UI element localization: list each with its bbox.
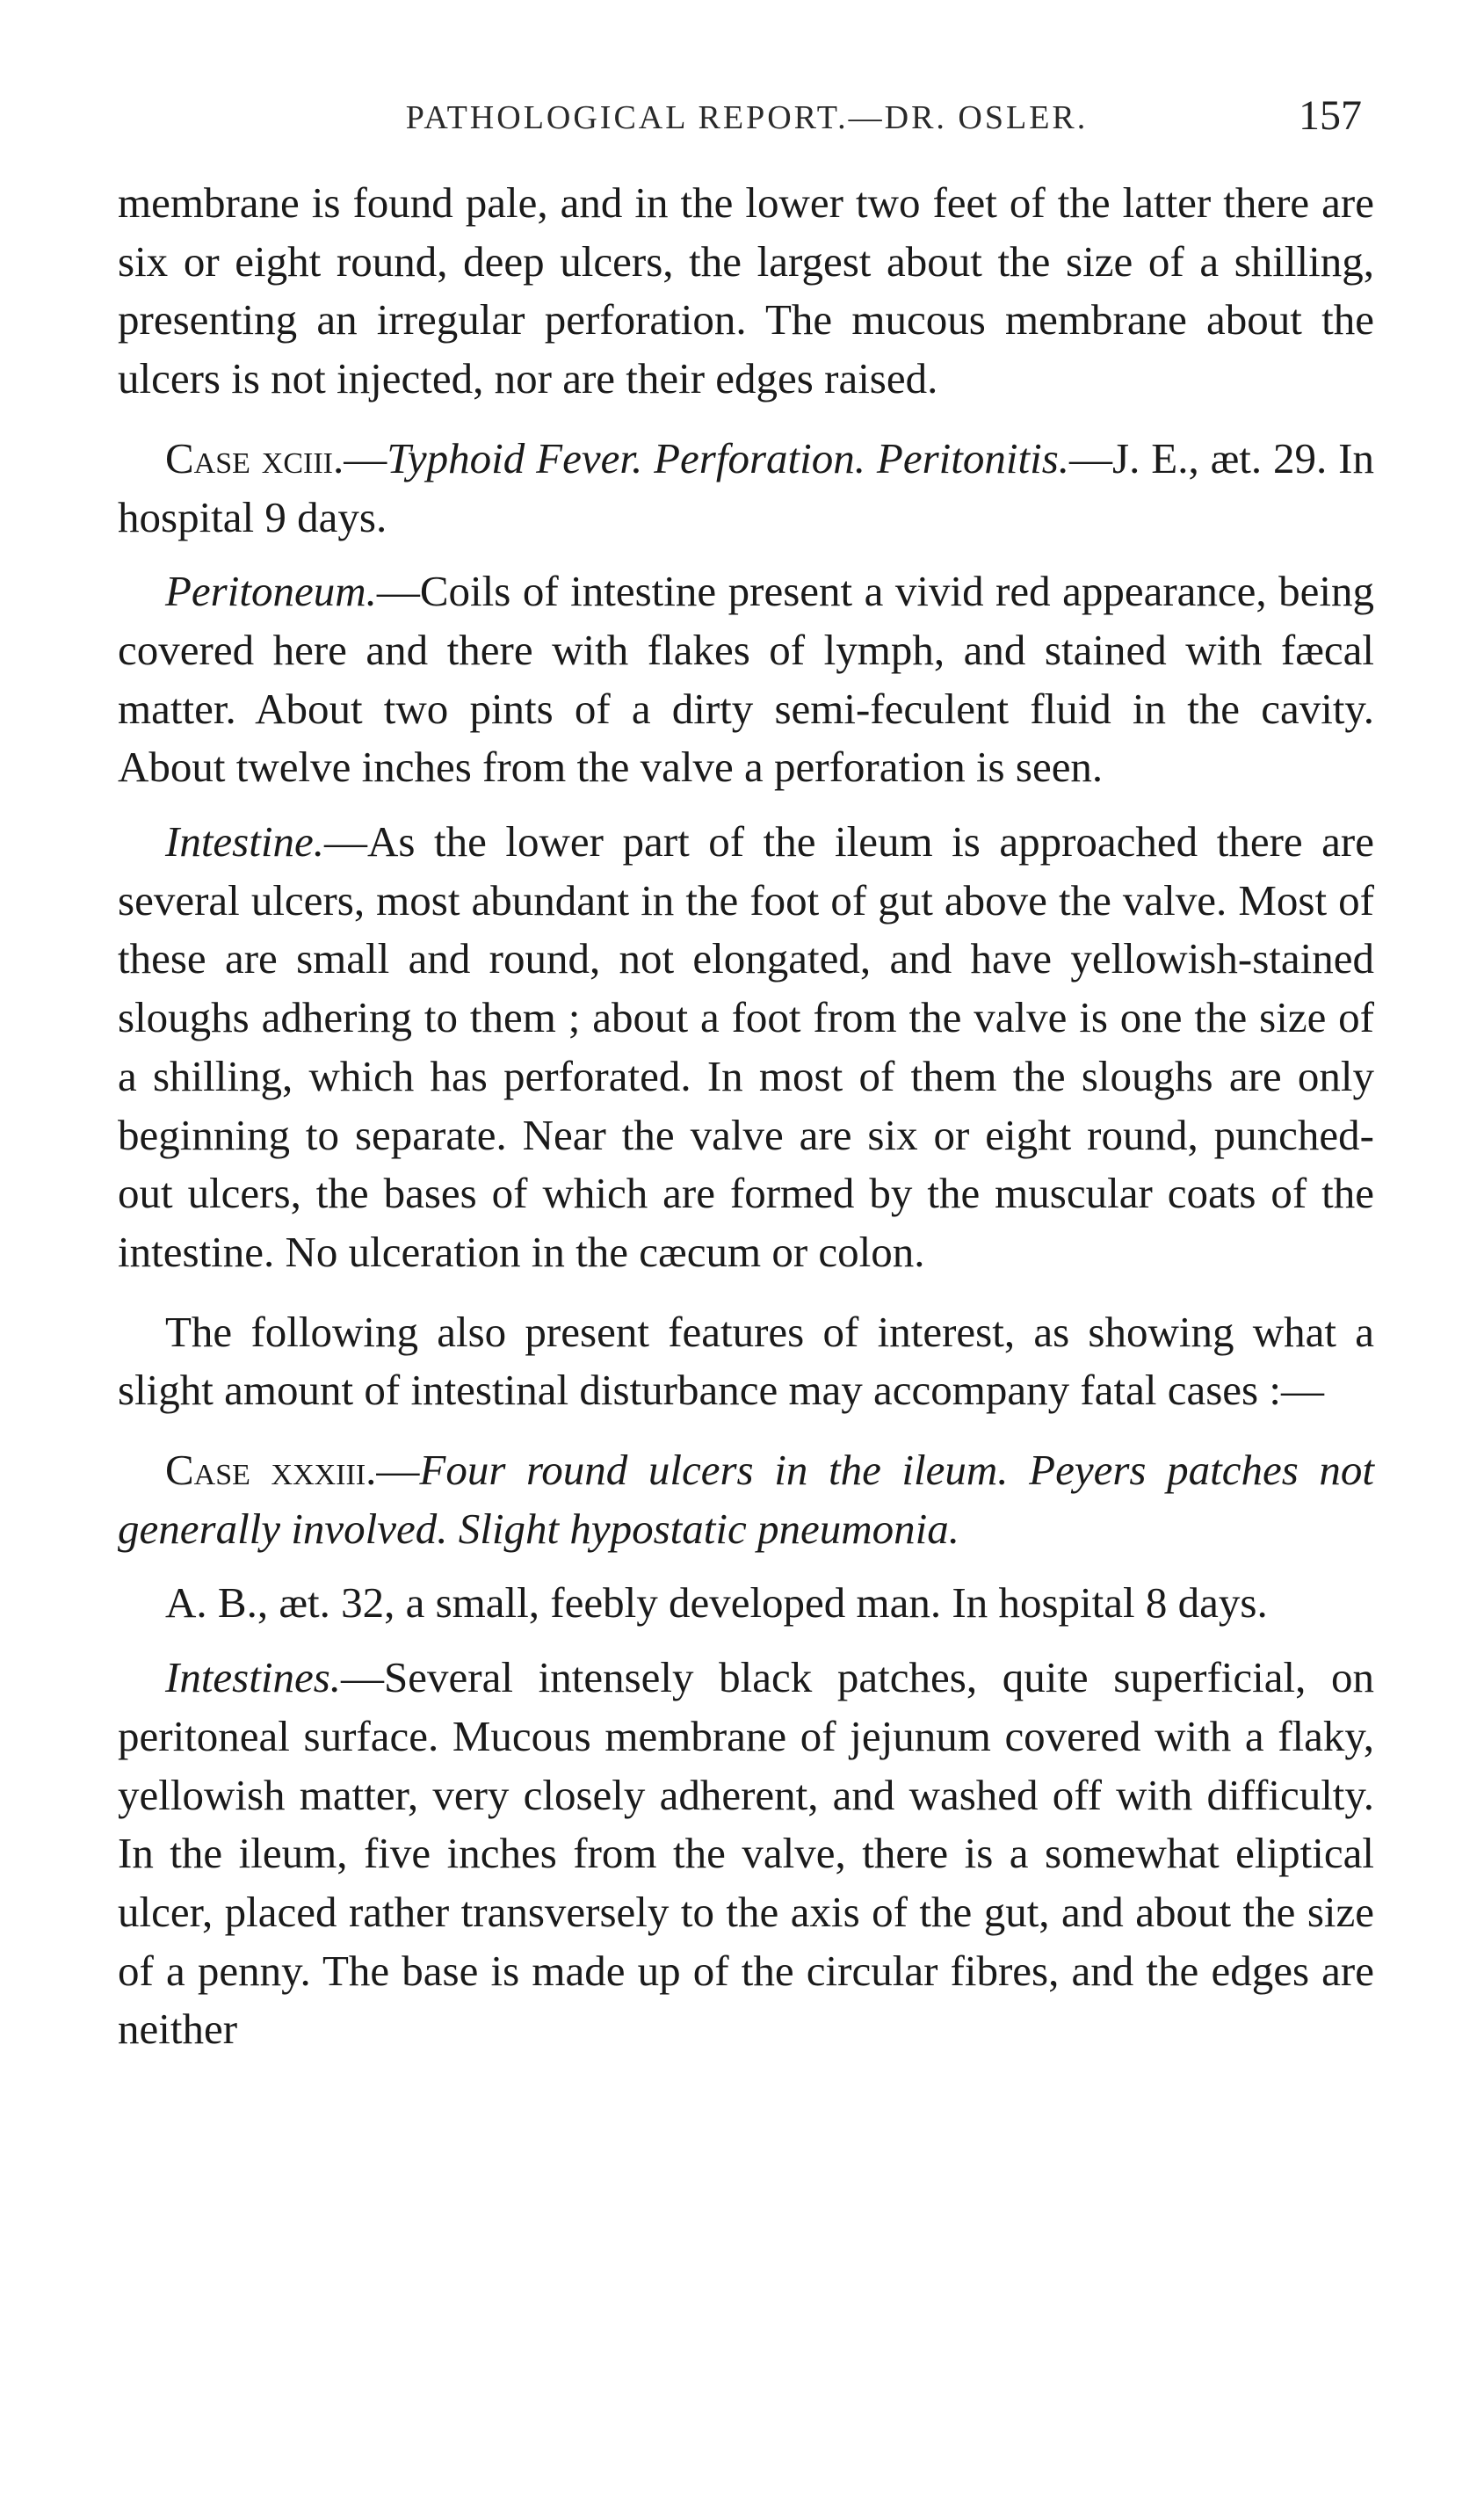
- case-label: Case xciii.: [165, 433, 344, 482]
- paragraph-continuation: [118, 174, 1374, 409]
- case-title: Four round ulcers in the ileum. Peyers patches not generally involved. Slight hypostatic pneumonia.: [118, 1446, 1374, 1553]
- paragraph-text: —As the lower part of the ileum is approached there are several ulcers, most abundant in the foot of gut above the valve. Most of these are small and round, not elongated, and have yellowish-stained sloughs adhering to them ; about a foot from the valve is one the size of a shilling, which has perforated. In most of them the sloughs are only beginning to separate. Near the valve are six or eight round, punched-out ulcers, the bases of which are formed by the muscular coats of the intestine. No ulceration in the cæcum or colon.: [118, 817, 1374, 1276]
- paragraph-text: —Several intensely black patches, quite superficial, on peritoneal surface. Mucous membrane of jejunum covered with a flaky, yellowish matter, very closely adherent, and washed off with difficulty. In the ileum, five inches from the valve, there is a somewhat eliptical ulcer, placed rather transversely to the axis of the gut, and about the size of a penny. The base is made up of the circular fibres, and the edges are neither: [118, 1653, 1374, 2054]
- paragraph-intestines: [118, 1649, 1374, 2059]
- section-heading: Intestines.: [165, 1653, 342, 1702]
- case-heading-xxxiii: [118, 1441, 1374, 1558]
- paragraph-text: —Coils of intestine present a vivid red appearance, being covered here and there with flakes of lymph, and stained with fæcal matter. About two pints of a dirty semi-feculent fluid in the cavity. About twelve inches from the valve a perforation is seen.: [118, 567, 1374, 792]
- paragraph-intestine: [118, 813, 1374, 1282]
- body-text: [118, 174, 1374, 2059]
- case-heading-xciii: [118, 430, 1374, 547]
- section-heading: Peritoneum.: [165, 567, 377, 616]
- page-header: [132, 91, 1362, 144]
- case-label: Case xxxiii.: [165, 1446, 377, 1495]
- paragraph-peritoneum: [118, 562, 1374, 797]
- paragraph-text: The following also present features of interest, as showing what a slight amount of intestinal disturbance may accompany fatal cases :—: [118, 1307, 1374, 1415]
- paragraph-text: membrane is found pale, and in the lower two feet of the latter there are six or eight round, deep ulcers, the largest about the size of a shilling, presenting an irregular perforation. The mucous membrane about the ulcers is not injected, nor are their edges raised.: [118, 178, 1374, 403]
- paragraph-patient: [118, 1574, 1374, 1633]
- page-number: 157: [1299, 92, 1362, 139]
- case-title: Typhoid Fever. Perforation. Peritonitis.: [387, 433, 1070, 482]
- paragraph-text: A. B., æt. 32, a small, feebly developed man. In hospital 8 days.: [165, 1578, 1268, 1628]
- paragraph-following: [118, 1303, 1374, 1420]
- case-dash: —: [344, 433, 387, 482]
- case-patient-info: —J. E., æt. 29. In hospital 9 days.: [118, 433, 1374, 541]
- case-dash: —: [376, 1446, 420, 1495]
- section-heading: Intestine.: [165, 817, 324, 867]
- running-head: PATHOLOGICAL REPORT.—DR. OSLER.: [405, 99, 1089, 136]
